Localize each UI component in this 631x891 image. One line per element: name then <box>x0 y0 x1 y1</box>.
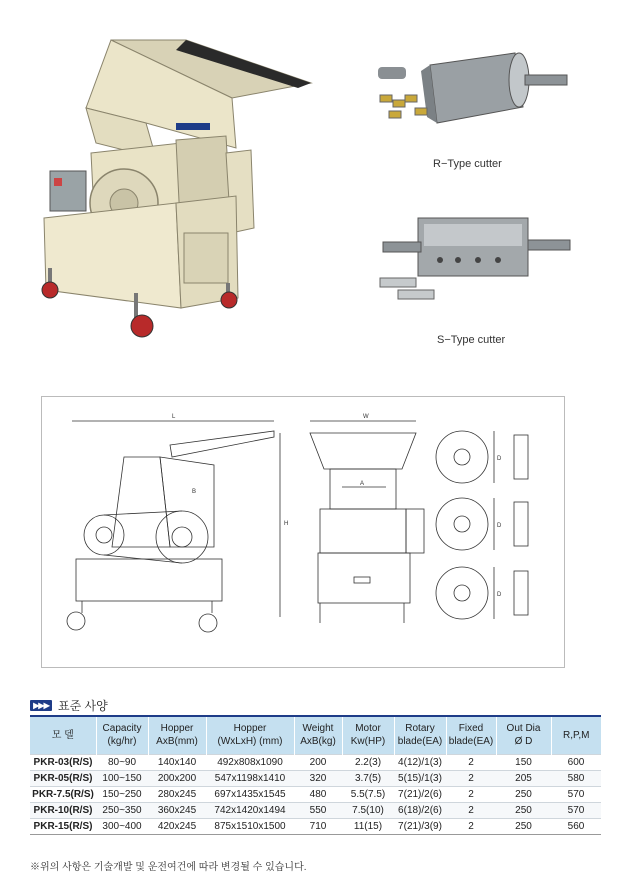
cell-motor: 2.2(3) <box>342 754 394 770</box>
triple-arrow-icon: ▶▶▶ <box>30 700 52 711</box>
r-type-cutter-photo <box>375 45 570 135</box>
cell-hopper-axb: 420x245 <box>148 818 206 834</box>
r-type-caption: R−Type cutter <box>433 158 502 170</box>
cell-hopper-axb: 140x140 <box>148 754 206 770</box>
cell-hopper-wxlxh: 492x808x1090 <box>206 754 294 770</box>
header-capacity: Capacity (kg/hr) <box>96 716 148 754</box>
dimension-h-label: H <box>284 521 289 527</box>
cell-rotary-blade: 6(18)/2(6) <box>394 802 446 818</box>
table-row <box>30 818 601 834</box>
cell-fixed-blade: 2 <box>446 754 496 770</box>
cell-rotary-blade: 4(12)/1(3) <box>394 754 446 770</box>
header-rotary-blade: Rotary blade(EA) <box>394 716 446 754</box>
granulator-machine-photo <box>36 28 326 350</box>
cell-weight: 200 <box>294 754 342 770</box>
cell-hopper-wxlxh: 697x1435x1545 <box>206 786 294 802</box>
cell-model: PKR-05(R/S) <box>30 770 96 786</box>
cell-capacity: 80~90 <box>96 754 148 770</box>
cell-hopper-axb: 360x245 <box>148 802 206 818</box>
table-header-row <box>30 716 601 754</box>
cell-weight: 320 <box>294 770 342 786</box>
table-row <box>30 786 601 802</box>
cell-hopper-wxlxh: 742x1420x1494 <box>206 802 294 818</box>
dimension-d-label-1: D <box>497 456 502 462</box>
cell-model: PKR-15(R/S) <box>30 818 96 834</box>
footnote: ※위의 사항은 기술개발 및 운전여건에 따라 변경될 수 있습니다. <box>30 862 307 873</box>
cell-hopper-wxlxh: 547x1198x1410 <box>206 770 294 786</box>
spec-section-title: 표준 사양 <box>58 699 108 713</box>
header-rpm: R,P,M <box>551 716 601 754</box>
drawing-svg <box>42 397 566 669</box>
cell-rotary-blade: 7(21)/3(9) <box>394 818 446 834</box>
s-type-caption: S−Type cutter <box>437 334 506 346</box>
dimension-d-label-3: D <box>497 592 502 598</box>
table-row <box>30 754 601 770</box>
spec-table <box>30 715 601 835</box>
spec-section-header <box>30 697 108 714</box>
header-out-dia: Out Dia Ø D <box>496 716 551 754</box>
cell-rotary-blade: 5(15)/1(3) <box>394 770 446 786</box>
cell-rpm: 600 <box>551 754 601 770</box>
cell-hopper-wxlxh: 875x1510x1500 <box>206 818 294 834</box>
dimension-b-label: B <box>192 489 197 495</box>
cell-fixed-blade: 2 <box>446 770 496 786</box>
dimension-l-label: L <box>172 414 176 420</box>
cell-fixed-blade: 2 <box>446 786 496 802</box>
cell-rpm: 580 <box>551 770 601 786</box>
cell-rpm: 570 <box>551 802 601 818</box>
cell-rotary-blade: 7(21)/2(6) <box>394 786 446 802</box>
technical-drawing <box>41 396 565 668</box>
cell-motor: 7.5(10) <box>342 802 394 818</box>
cell-model: PKR-10(R/S) <box>30 802 96 818</box>
dimension-w-label: W <box>363 414 369 420</box>
cell-fixed-blade: 2 <box>446 818 496 834</box>
cell-motor: 11(15) <box>342 818 394 834</box>
cell-weight: 480 <box>294 786 342 802</box>
header-fixed-blade: Fixed blade(EA) <box>446 716 496 754</box>
table-row <box>30 770 601 786</box>
table-row <box>30 802 601 818</box>
cell-fixed-blade: 2 <box>446 802 496 818</box>
s-type-cutter-photo <box>378 210 573 305</box>
header-motor: Motor Kw(HP) <box>342 716 394 754</box>
cell-capacity: 100~150 <box>96 770 148 786</box>
cell-model: PKR-03(R/S) <box>30 754 96 770</box>
cell-out-dia: 250 <box>496 802 551 818</box>
dimension-a-label: A <box>360 481 365 487</box>
cell-weight: 550 <box>294 802 342 818</box>
cell-motor: 3.7(5) <box>342 770 394 786</box>
cell-capacity: 300~400 <box>96 818 148 834</box>
header-hopper-wxlxh: Hopper (WxLxH) (mm) <box>206 716 294 754</box>
cell-out-dia: 150 <box>496 754 551 770</box>
cell-capacity: 150~250 <box>96 786 148 802</box>
cell-hopper-axb: 280x245 <box>148 786 206 802</box>
cell-out-dia: 250 <box>496 786 551 802</box>
cell-weight: 710 <box>294 818 342 834</box>
dimension-d-label-2: D <box>497 523 502 529</box>
cell-motor: 5.5(7.5) <box>342 786 394 802</box>
cell-hopper-axb: 200x200 <box>148 770 206 786</box>
cell-capacity: 250~350 <box>96 802 148 818</box>
cell-rpm: 560 <box>551 818 601 834</box>
cell-out-dia: 205 <box>496 770 551 786</box>
header-hopper-axb: Hopper AxB(mm) <box>148 716 206 754</box>
header-model: 모 델 <box>30 716 96 754</box>
cell-out-dia: 250 <box>496 818 551 834</box>
cell-model: PKR-7.5(R/S) <box>30 786 96 802</box>
header-weight: Weight AxB(kg) <box>294 716 342 754</box>
cell-rpm: 570 <box>551 786 601 802</box>
